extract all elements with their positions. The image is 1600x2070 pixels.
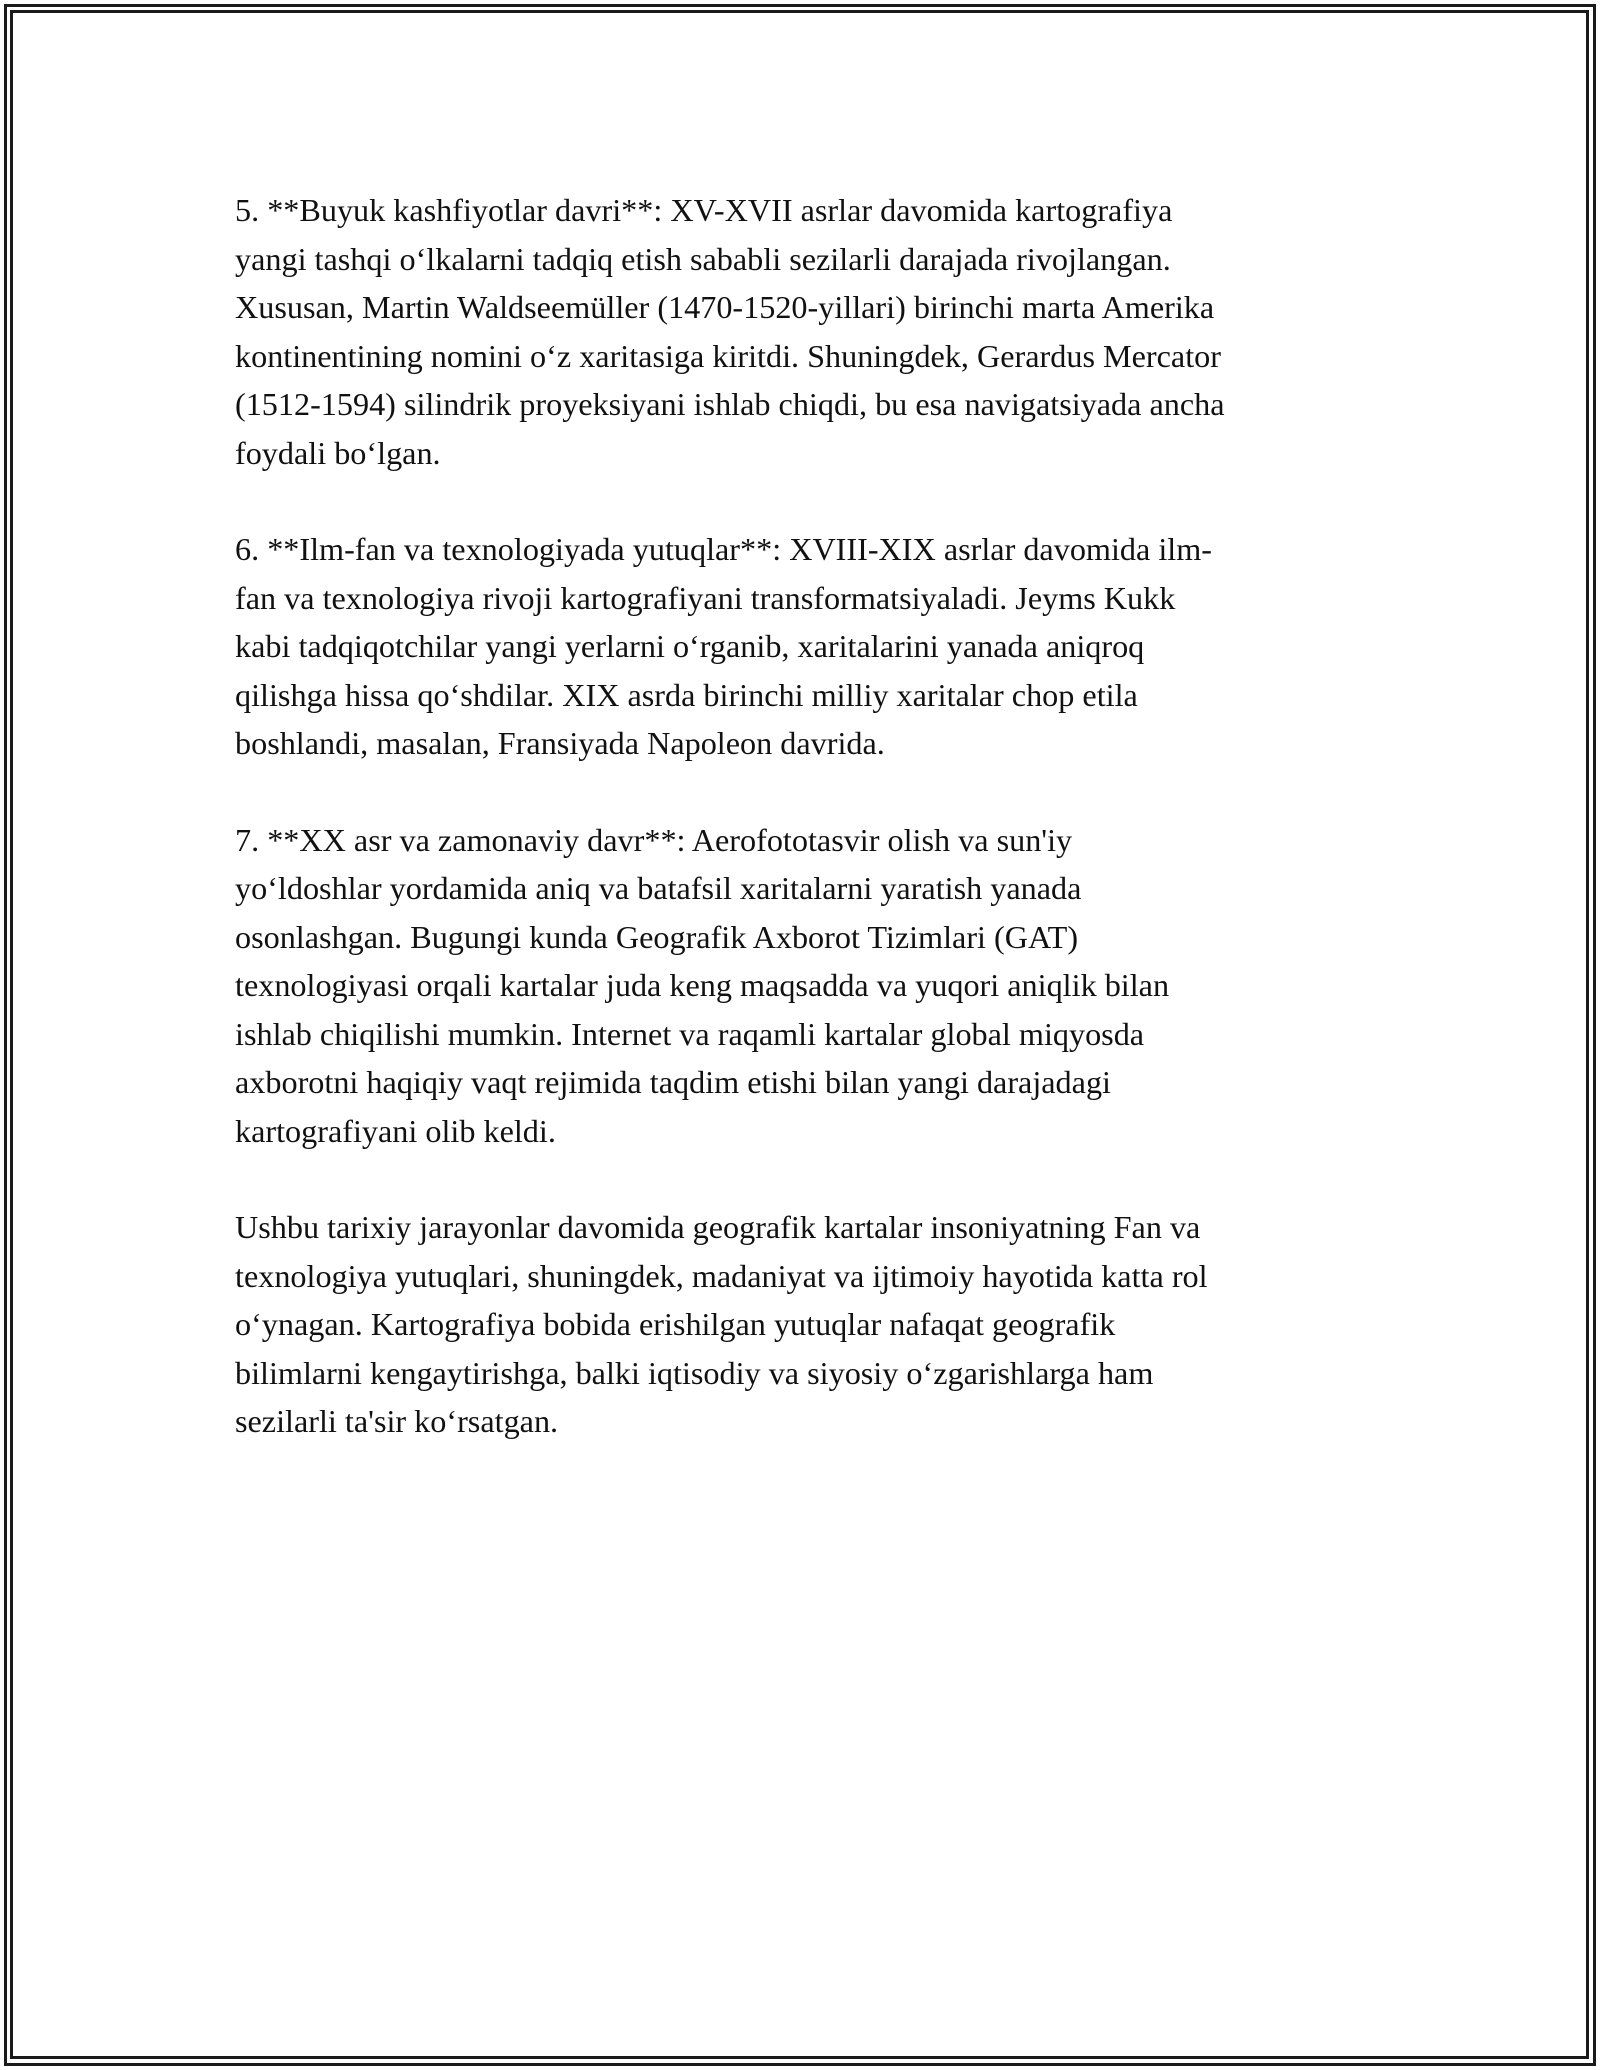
paragraph-conclusion: Ushbu tarixiy jarayonlar davomida geografik kartalar insoniyatning Fan va texnologiya yutuqlari, shuningdek, madaniyat va ijtimoiy hayotida katta rol o‘ynagan. Kartografiya bobida erishilgan yutuqlar nafaqat geografik bilimlarni kengaytirishga, balki iqtisodiy va siyosiy o‘zgarishlarga ham sezilarli ta'sir ko‘rsatgan. bbox=[235, 1209, 1208, 1439]
paragraph-modern-era: 7. **XX asr va zamonaviy davr**: Aerofototasvir olish va sun'iy yo‘ldoshlar yordamida aniq va batafsil xaritalarni yaratish yanada osonlashgan. Bugungi kunda Geografik Axborot Tizimlari (GAT) texnologiyasi orqali kartalar juda keng maqsadda va yuqori aniqlik bilan ishlab chiqilishi mumkin. Internet va raqamli kartalar global miqyosda axborotni haqiqiy vaqt rejimida taqdim etishi bilan yangi darajadagi kartografiyani olib keldi. bbox=[235, 821, 1170, 1149]
paragraph-science-and-technology: 6. **Ilm-fan va texnologiyada yutuqlar**: XVIII-XIX asrlar davomida ilm- fan va texnologiya rivoji kartografiyani transformatsiyaladi. Jeyms Kukk kabi tadqiqotchilar yangi yerlarni o‘rganib, xaritalarini yanada aniqroq qilishga hissa qo‘shdilar. XIX asrda birinchi milliy xaritalar chop etila boshlandi, masalan, Fransiyada Napoleon davrida. bbox=[235, 531, 1212, 761]
paragraph-age-of-discovery: 5. **Buyuk kashfiyotlar davri**: XV-XVII asrlar davomida kartografiya yangi tashqi o‘lkalarni tadqiq etish sababli sezilarli darajada rivojlangan. Xususan, Martin Waldseemüller (1470-1520-yillari) birinchi marta Amerika kontinentining nomini o‘z xaritasiga kiritdi. Shuningdek, Gerardus Mercator (1512-1594) silindrik proyeksiyani ishlab chiqdi, bu esa navigatsiyada ancha foydali bo‘lgan. bbox=[235, 192, 1225, 471]
document-body bbox=[235, 186, 1385, 1494]
